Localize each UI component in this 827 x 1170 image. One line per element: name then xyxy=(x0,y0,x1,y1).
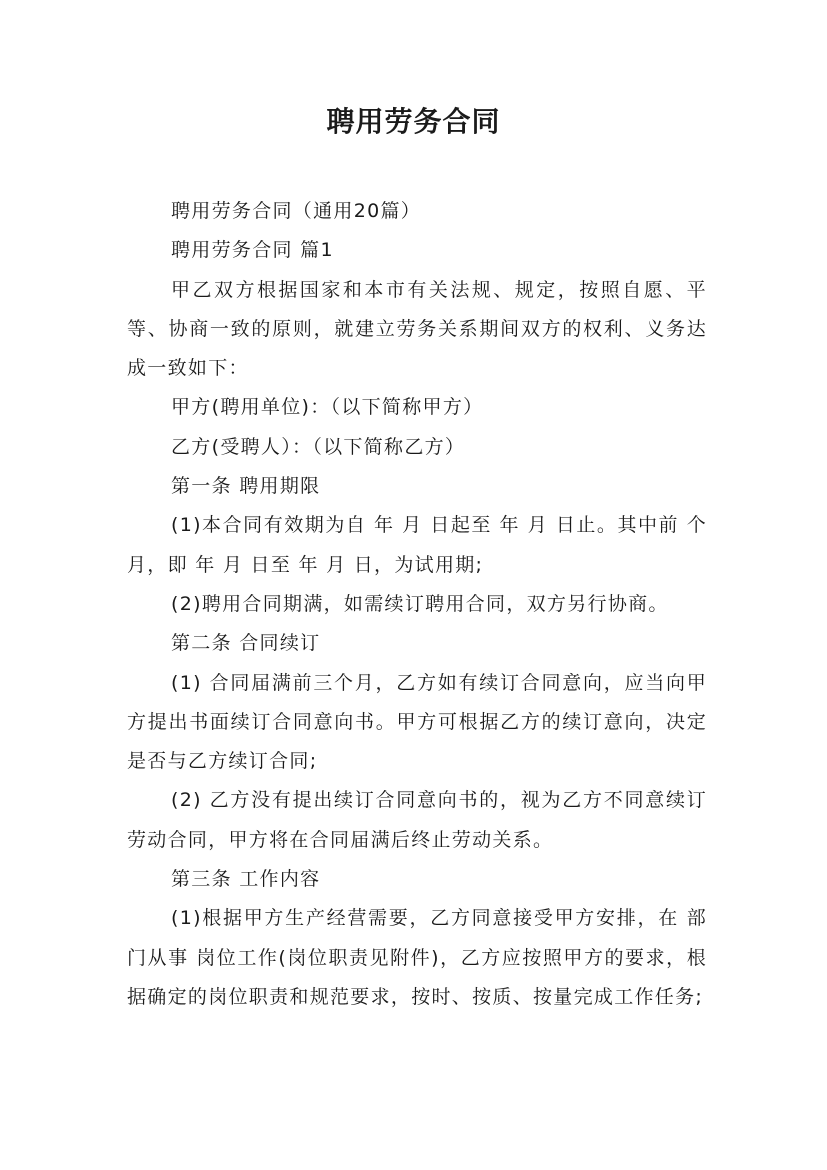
paragraph-preamble: 甲乙双方根据国家和本市有关法规、规定，按照自愿、平等、协商一致的原则，就建立劳务关系期间双方的权利、义务达成一致如下： xyxy=(127,278,707,380)
document-title: 聘用劳务合同 xyxy=(326,105,501,138)
article-2-clause-2: (2) 乙方没有提出续订合同意向书的，视为乙方不同意续订劳动合同，甲方将在合同届满后终止劳动关系。 xyxy=(127,789,707,851)
article-1-clause-2: (2)聘用合同期满，如需续订聘用合同，双方另行协商。 xyxy=(171,592,669,615)
article-3-heading: 第三条 工作内容 xyxy=(171,868,321,891)
paragraph-subtitle: 聘用劳务合同（通用20篇） xyxy=(171,200,422,222)
article-2-clause-1: (1) 合同届满前三个月，乙方如有续订合同意向，应当向甲方提出书面续订合同意向书。甲方可根据乙方的续订意向，决定是否与乙方续订合同; xyxy=(127,671,707,773)
document-body xyxy=(127,192,707,1017)
paragraph-party-a: 甲方(聘用单位)：（以下简称甲方） xyxy=(171,396,484,419)
article-2-heading: 第二条 合同续订 xyxy=(171,632,321,655)
article-1-clause-1: (1)本合同有效期为自 年 月 日起至 年 月 日止。其中前 个月，即 年 月 日至 年 月 日，为试用期; xyxy=(127,514,707,576)
article-1-heading: 第一条 聘用期限 xyxy=(171,475,321,498)
paragraph-party-b: 乙方(受聘人）：（以下简称乙方） xyxy=(171,435,466,458)
article-3-clause-1: (1)根据甲方生产经营需要，乙方同意接受甲方安排，在 部门从事 岗位工作(岗位职责见附件)，乙方应按照甲方的要求，根据确定的岗位职责和规范要求，按时、按质、按量完成工作任务; xyxy=(127,907,707,1008)
paragraph-section-heading: 聘用劳务合同 篇1 xyxy=(171,239,334,262)
